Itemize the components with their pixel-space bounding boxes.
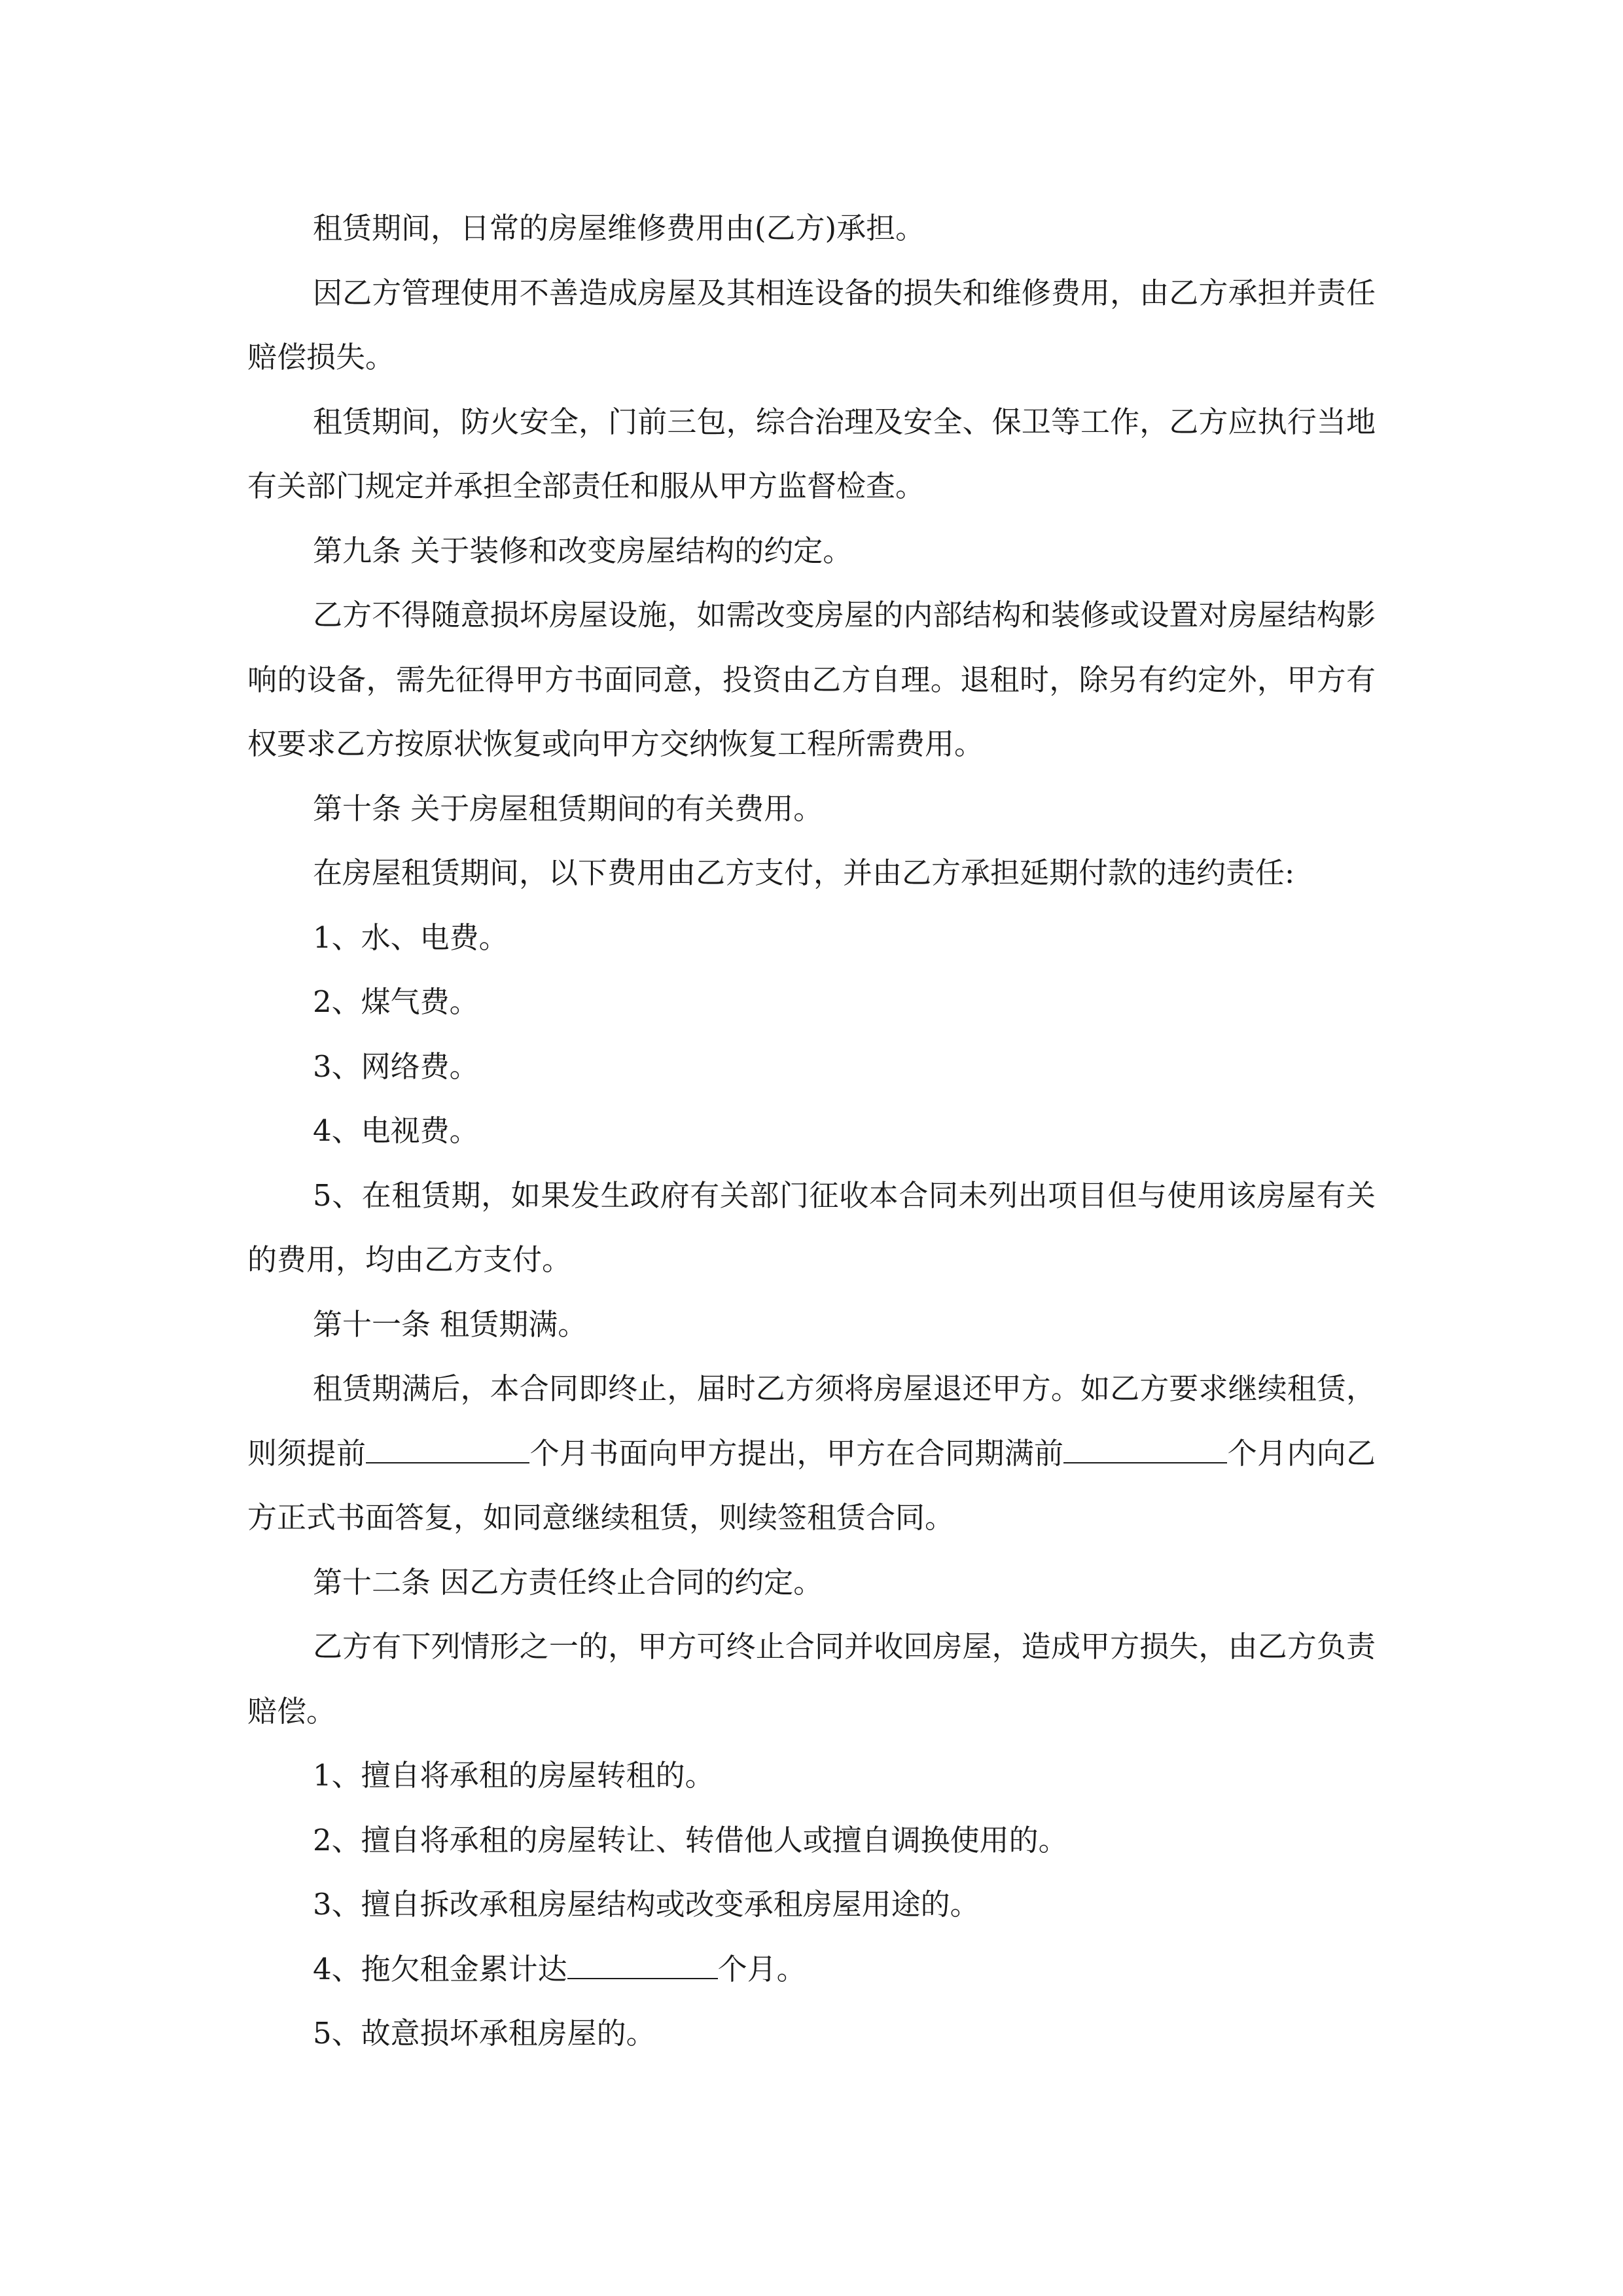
list-item-transfer: 2、擅自将承租的房屋转让、转借他人或擅自调换使用的。 [313, 1822, 1068, 1857]
paragraph-damage-liability: 因乙方管理使用不善造成房屋及其相连设备的损失和维修费用，由乙方承担并责任赔偿损失。 [247, 275, 1376, 374]
article-11-heading: 第十一条 租赁期满。 [313, 1306, 588, 1342]
paragraph-renovation: 乙方不得随意损坏房屋设施，如需改变房屋的内部结构和装修或设置对房屋结构影响的设备，需先征得甲方书面同意，投资由乙方自理。退租时，除另有约定外，甲方有权要求乙方按原状恢复或向甲方交纳恢复工程所需费用。 [247, 598, 1376, 761]
blank-line-arrears-months [567, 1950, 718, 1979]
list-item-network: 3、网络费。 [313, 1049, 479, 1084]
article-10-heading: 第十条 关于房屋租赁期间的有关费用。 [313, 791, 823, 826]
list-item-sublet: 1、擅自将承租的房屋转租的。 [313, 1758, 715, 1793]
arrears-text-1: 4、拖欠租金累计达 [313, 1951, 567, 1986]
paragraph-fees-intro: 在房屋租赁期间，以下费用由乙方支付，并由乙方承担延期付款的违约责任: [313, 855, 1295, 890]
paragraph-termination: 乙方有下列情形之一的，甲方可终止合同并收回房屋，造成甲方损失，由乙方负责赔偿。 [247, 1629, 1376, 1729]
list-item-arrears [247, 1937, 1376, 2002]
paragraph-maintenance: 租赁期间，日常的房屋维修费用由(乙方)承担。 [313, 211, 925, 245]
list-item-gas: 2、煤气费。 [313, 984, 479, 1019]
renewal-text-2: 个月书面向甲方提出，甲方在合同期满前 [529, 1435, 1064, 1471]
renewal-text-1: 租赁期满后，本合同即终止，届时乙方须将房屋退还甲方。如乙方要求继续租赁，则须提前 [247, 1371, 1376, 1471]
article-9-heading: 第九条 关于装修和改变房屋结构的约定。 [313, 533, 853, 568]
list-item-tv: 4、电视费。 [313, 1113, 479, 1148]
paragraph-renewal [247, 1357, 1376, 1551]
list-item-water-electricity: 1、水、电费。 [313, 920, 508, 955]
article-12-heading: 第十二条 因乙方责任终止合同的约定。 [313, 1564, 823, 1600]
list-item-other-fees: 5、在租赁期，如果发生政府有关部门征收本合同未列出项目但与使用该房屋有关的费用，均由乙方支付。 [247, 1177, 1376, 1277]
renewal-text-3: 个月内向乙方正式书面答复，如同意继续租赁，则续签租赁合同。 [247, 1435, 1376, 1535]
list-item-structure-change: 3、擅自拆改承租房屋结构或改变承租房屋用途的。 [313, 1887, 980, 1922]
blank-line-months-notice [366, 1434, 529, 1463]
blank-line-months-before [1063, 1434, 1227, 1463]
list-item-intentional-damage: 5、故意损坏承租房屋的。 [313, 2016, 656, 2051]
arrears-text-2: 个月。 [717, 1951, 806, 1986]
paragraph-safety: 租赁期间，防火安全，门前三包，综合治理及安全、保卫等工作，乙方应执行当地有关部门规定并承担全部责任和服从甲方监督检查。 [247, 404, 1376, 503]
